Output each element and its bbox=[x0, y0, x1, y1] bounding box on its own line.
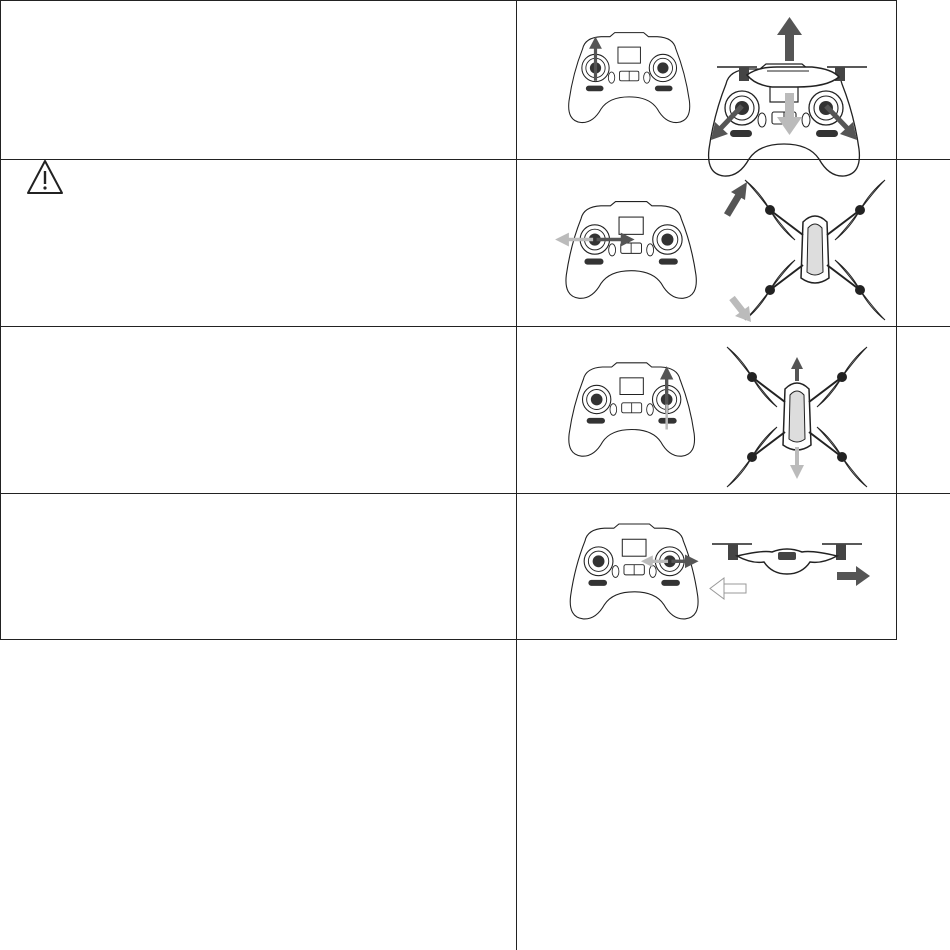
arrow-forward-icon bbox=[791, 357, 803, 381]
row-text-cell bbox=[0, 0, 516, 159]
row-text-cell bbox=[0, 494, 516, 640]
arrow-down-icon bbox=[777, 93, 802, 135]
drone-top-rotate-icon bbox=[712, 175, 882, 325]
controller-right-stick-up-icon bbox=[565, 362, 700, 462]
arrow-rotate-forward-icon bbox=[727, 182, 747, 215]
drone-front-sideways-icon bbox=[702, 514, 872, 624]
table-row-sideways bbox=[0, 493, 950, 640]
arrow-rotate-back-icon bbox=[732, 298, 751, 322]
arrow-right-icon bbox=[837, 566, 870, 586]
arrow-left-icon bbox=[710, 578, 746, 599]
table-row-forward-backward bbox=[0, 326, 950, 493]
table-row-ascend-descend bbox=[0, 0, 950, 159]
drone-top-forward-backward-icon bbox=[727, 342, 867, 492]
table-row-rotate bbox=[0, 159, 950, 326]
row-text-cell bbox=[0, 327, 516, 493]
arrow-backward-icon bbox=[790, 447, 804, 479]
controller-left-stick-left-right-icon bbox=[562, 200, 702, 305]
drone-side-up-down-icon bbox=[717, 15, 867, 140]
row-image-cell bbox=[517, 160, 950, 326]
controller-right-stick-right-icon bbox=[565, 524, 705, 624]
row-image-cell bbox=[517, 0, 950, 159]
controller-left-stick-up-icon bbox=[565, 30, 695, 130]
row-text-cell bbox=[0, 160, 516, 326]
row-image-cell bbox=[517, 494, 950, 640]
arrow-up-icon bbox=[777, 17, 802, 61]
row-image-cell bbox=[517, 327, 950, 493]
